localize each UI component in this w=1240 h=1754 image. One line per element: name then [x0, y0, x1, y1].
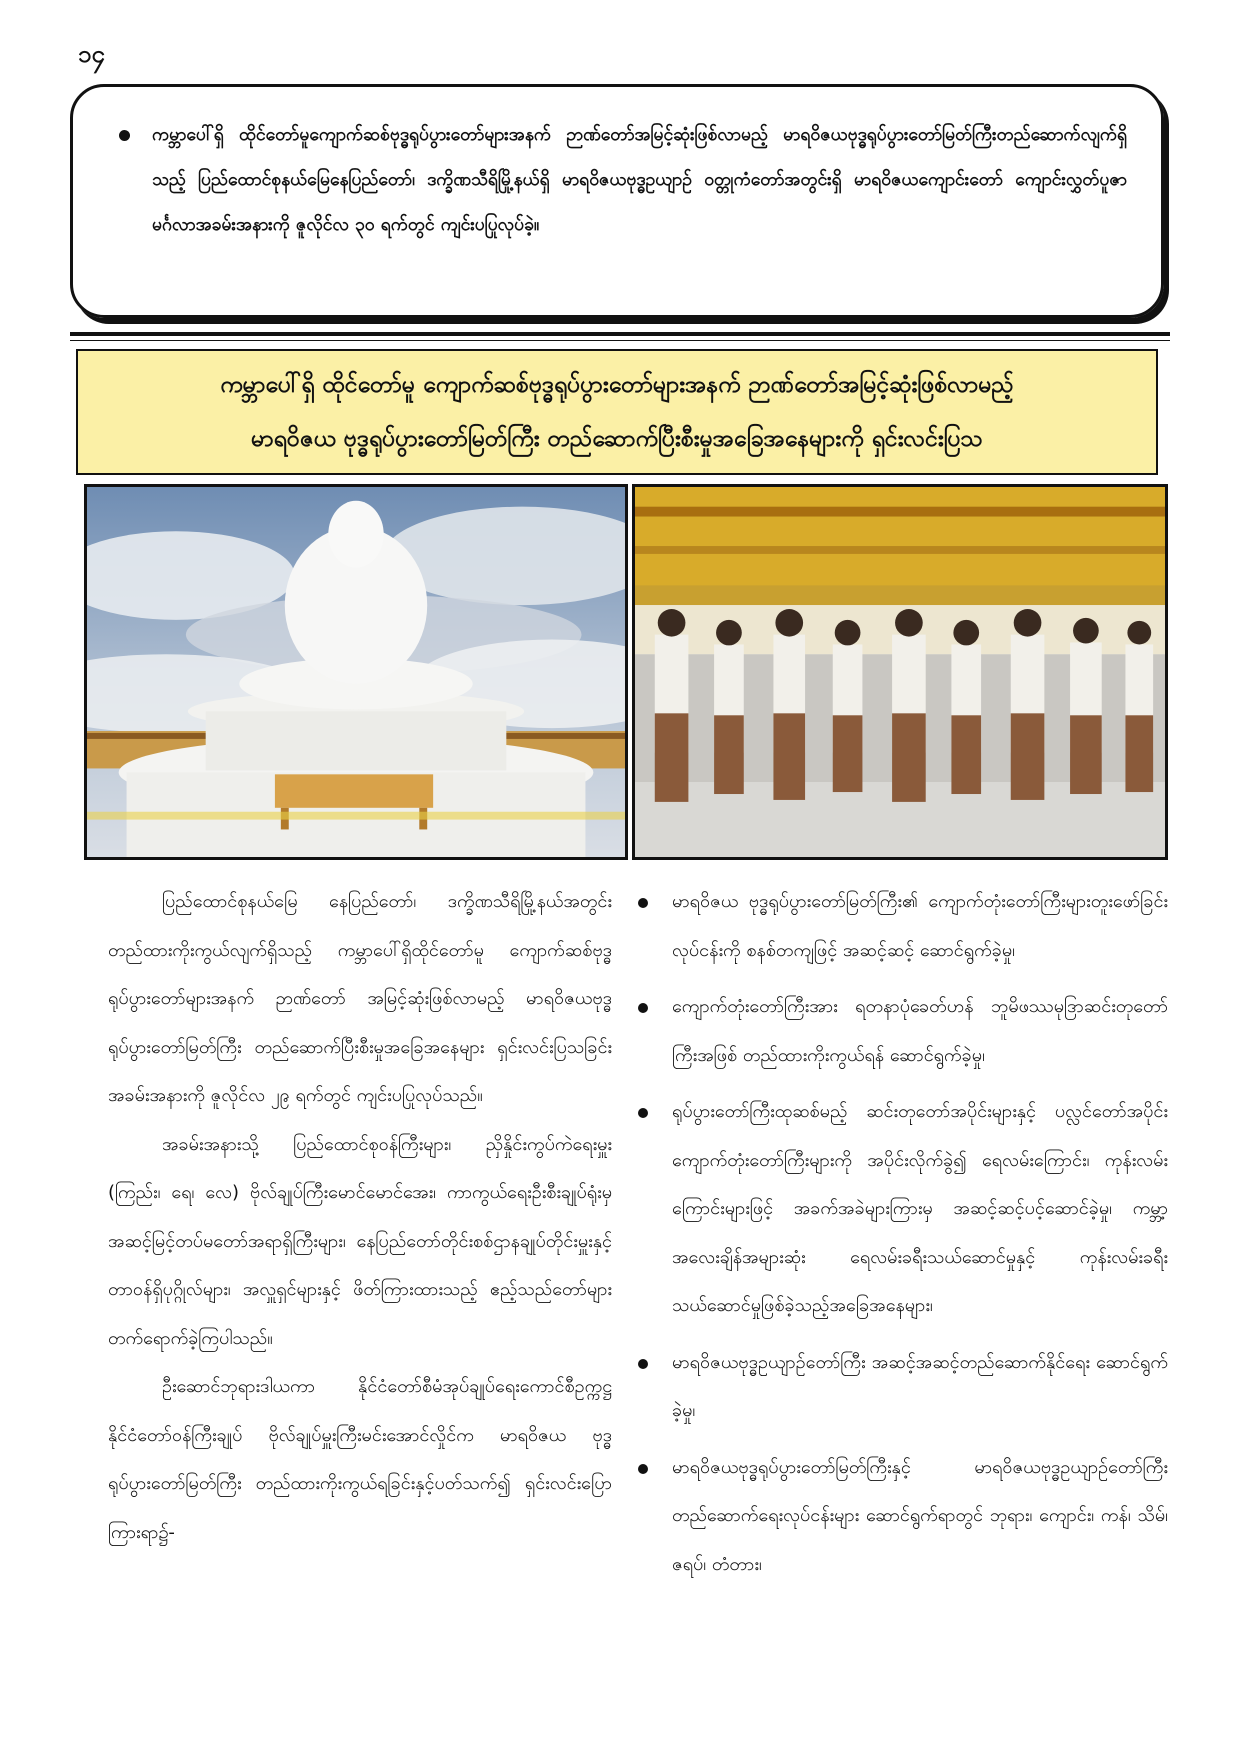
headline-line-2: မာရဝိဇယ ဗုဒ္ဓရုပ်ပွားတော်မြတ်ကြီး တည်ဆောက်ပြီးစီးမှုအခြေအနေများကို ရှင်းလင်းပြသ	[251, 426, 983, 452]
summary-box	[70, 84, 1164, 318]
bullet-icon	[638, 1003, 648, 1013]
list-item	[638, 1088, 1168, 1331]
bullet-icon	[638, 1359, 648, 1369]
list-item-text: မာရဝိဇယ ဗုဒ္ဓရုပ်ပွားတော်မြတ်ကြီး၏ ကျောက်တုံးတော်ကြီးများတူးဖော်ခြင်းလုပ်ငန်းကို စနစ်တကျဖြင့် အဆင့်ဆင့် ဆောင်ရွက်ခဲ့မှု၊	[672, 891, 1168, 961]
divider-thin	[70, 340, 1170, 341]
bullet-icon	[638, 898, 648, 908]
list-item-text: ကျောက်တုံးတော်ကြီးအား ရတနာပုံခေတ်ဟန် ဘူမိဖဿမုဒြာဆင်းတုတော်ကြီးအဖြစ် တည်ထားကိုးကွယ်ရန် ဆောင်ရွက်ခဲ့မှု၊	[672, 996, 1168, 1066]
list-item	[638, 878, 1168, 975]
list-item-text: မာရဝိဇယဗုဒ္ဓရုပ်ပွားတော်မြတ်ကြီးနှင့် မာရဝိဇယဗုဒ္ဓဥယျာဉ်တော်ကြီး တည်ဆောက်ရေးလုပ်ငန်းများ ဆောင်ရွက်ရာတွင် ဘုရား၊ ကျောင်း၊ ကန်၊ သိမ်၊ ဇရပ်၊ တံတား၊	[672, 1456, 1168, 1575]
headline-line-1: ကမ္ဘာပေါ်ရှိ ထိုင်တော်မူ ကျောက်ဆစ်ဗုဒ္ဓရုပ်ပွားတော်များအနက် ဉာဏ်တော်အမြင့်ဆုံးဖြစ်လာမည့်	[220, 372, 1014, 398]
body-right-column	[638, 878, 1168, 1597]
bullet-icon	[119, 130, 130, 141]
list-item	[638, 983, 1168, 1080]
body-paragraph: အခမ်းအနားသို့ ပြည်ထောင်စုဝန်ကြီးများ၊ ညှိနှိုင်းကွပ်ကဲရေးမှူး (ကြည်း၊ ရေ၊ လေ) ဗိုလ်ချုပ်ကြီးမောင်မောင်အေး၊ ကာကွယ်ရေးဦးစီးချုပ်ရုံးမှ အဆင့်မြင့်တပ်မတော်အရာရှိကြီးများ၊ နေပြည်တော်တိုင်းစစ်ဌာနချုပ်တိုင်းမှူးနှင့် တာဝန်ရှိပုဂ္ဂိုလ်များ၊ အလှူရှင်များနှင့် ဖိတ်ကြားထားသည့် ဧည့်သည်တော်များ တက်ရောက်ခဲ့ကြပါသည်။	[108, 1133, 612, 1349]
list-item	[638, 1339, 1168, 1436]
page-number: ၁၄	[78, 40, 105, 68]
bullet-icon	[638, 1108, 648, 1118]
list-item-text: ရုပ်ပွားတော်ကြီးထုဆစ်မည့် ဆင်းတုတော်အပိုင်းများနှင့် ပလ္လင်တော်အပိုင်း ကျောက်တုံးတော်ကြီးများကို အပိုင်းလိုက်ခွဲ၍ ရေလမ်းကြောင်း၊ ကုန်းလမ်းကြောင်းများဖြင့် အခက်အခဲများကြားမှ အဆင့်ဆင့်ပင့်ဆောင်ခဲ့မှု၊ ကမ္ဘာ့အလေးချိန်အများဆုံး ရေလမ်းခရီးသယ်ဆောင်မှုနှင့် ကုန်းလမ်းခရီးသယ်ဆောင်မှုဖြစ်ခဲ့သည့်အခြေအနေများ၊	[672, 1101, 1168, 1316]
body-paragraph: ပြည်ထောင်စုနယ်မြေ နေပြည်တော်၊ ဒက္ခိဏသီရိမြို့နယ်အတွင်း တည်ထားကိုးကွယ်လျက်ရှိသည့် ကမ္ဘာပေါ်ရှိထိုင်တော်မူ ကျောက်ဆစ်ဗုဒ္ဓရုပ်ပွားတော်များအနက် ဉာဏ်တော် အမြင့်ဆုံးဖြစ်လာမည့် မာရဝိဇယဗုဒ္ဓ ရုပ်ပွားတော်မြတ်ကြီး တည်ဆောက်ပြီးစီးမှုအခြေအနေများ ရှင်းလင်းပြသခြင်း အခမ်းအနားကို ဇူလိုင်လ ၂၉ ရက်တွင် ကျင်းပပြုလုပ်သည်။	[108, 891, 612, 1106]
officials-visit-photo	[632, 484, 1168, 860]
divider	[70, 332, 1170, 336]
headline-box	[76, 349, 1158, 475]
summary-text: ကမ္ဘာပေါ်ရှိ ထိုင်တော်မူကျောက်ဆစ်ဗုဒ္ဓရုပ်ပွားတော်များအနက် ဉာဏ်တော်အမြင့်ဆုံးဖြစ်လာမည့် မာရဝိဇယဗုဒ္ဓရုပ်ပွားတော်မြတ်ကြီးတည်ဆောက်လျက်ရှိသည့် ပြည်ထောင်စုနယ်မြေနေပြည်တော်၊ ဒက္ခိဏသီရိမြို့နယ်ရှိ မာရဝိဇယဗုဒ္ဓဥယျာဉ် ဝတ္တုကံတော်အတွင်းရှိ မာရဝိဇယကျောင်းတော် ကျောင်းလွှတ်ပူဇာ မင်္ဂလာအခမ်းအနားကို ဇူလိုင်လ ၃၀ ရက်တွင် ကျင်းပပြုလုပ်ခဲ့။	[152, 125, 1127, 235]
list-item	[638, 1444, 1168, 1590]
list-item-text: မာရဝိဇယဗုဒ္ဓဥယျာဉ်တော်ကြီး အဆင့်အဆင့်တည်ဆောက်နိုင်ရေး ဆောင်ရွက်ခဲ့မှု၊	[672, 1351, 1168, 1421]
summary-bullet	[107, 113, 1127, 248]
buddha-statue-photo	[84, 484, 628, 860]
body-paragraph: ဦးဆောင်ဘုရားဒါယကာ နိုင်ငံတော်စီမံအုပ်ချုပ်ရေးကောင်စီဥက္ကဋ္ဌ နိုင်ငံတော်ဝန်ကြီးချုပ် ဗိုလ်ချုပ်မှူးကြီးမင်းအောင်လှိုင်က မာရဝိဇယ ဗုဒ္ဓရုပ်ပွားတော်မြတ်ကြီး တည်ထားကိုးကွယ်ရခြင်းနှင့်ပတ်သက်၍ ရှင်းလင်းပြောကြားရာ၌-	[108, 1376, 612, 1543]
body-left-column	[108, 878, 612, 1557]
bullet-icon	[638, 1464, 648, 1474]
